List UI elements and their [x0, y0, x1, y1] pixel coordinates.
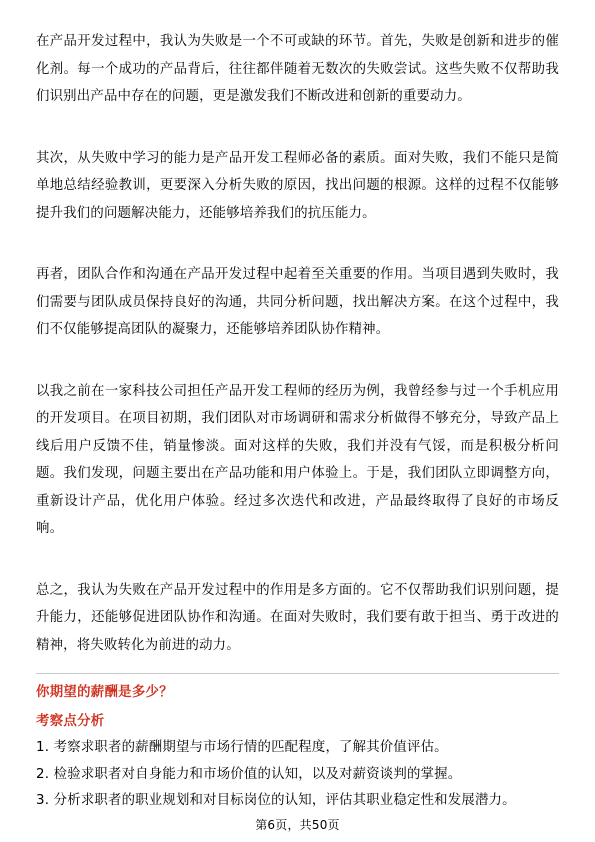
answer-paragraph: 总之，我认为失败在产品开发过程中的作用是多方面的。它不仅帮助我们识别问题，提升能力，还能够促进团队协作和沟通。在面对失败时，我们要有敢于担当、勇于改进的精神，将失败转化为前进的动力。	[36, 582, 559, 653]
page-number: 第6页，共50页	[255, 818, 340, 832]
analysis-item: 2. 检验求职者对自身能力和市场价值的认知，以及对薪资谈判的掌握。	[36, 766, 462, 782]
analysis-heading: 考察点分析	[36, 714, 105, 729]
analysis-list	[36, 735, 559, 815]
section-divider	[36, 673, 559, 674]
answer-paragraph: 在产品开发过程中，我认为失败是一个不可或缺的环节。首先，失败是创新和进步的催化剂。每一个成功的产品背后，往往都伴随着无数次的失败尝试。这些失败不仅帮助我们识别出产品中存在的问题，更是激发我们不断改进和创新的重要动力。	[36, 34, 559, 104]
answer-paragraph: 再者，团队合作和沟通在产品开发过程中起着至关重要的作用。当项目遇到失败时，我们需要与团队成员保持良好的沟通，共同分析问题，找出解决方案。在这个过程中，我们不仅能够提高团队的凝聚力，还能够培养团队协作精神。	[36, 267, 559, 337]
analysis-item: 1. 考察求职者的薪酬期望与市场行情的匹配程度，了解其价值评估。	[36, 740, 448, 755]
answer-body	[36, 28, 559, 693]
answer-paragraph: 以我之前在一家科技公司担任产品开发工程师的经历为例，我曾经参与过一个手机应用的开发项目。在项目初期，我们团队对市场调研和需求分析做得不够充分，导致产品上线后用户反馈不佳，销量惨淡。面对这样的失败，我们并没有气馁，而是积极分析问题。我们发现，问题主要出在产品功能和用户体验上。于是，我们团队立即调整方向，重新设计产品，优化用户体验。经过多次迭代和改进，产品最终取得了良好的市场反响。	[36, 383, 559, 536]
interview-question: 你期望的薪酬是多少？	[36, 685, 173, 700]
analysis-item: 3. 分析求职者的职业规划和对目标岗位的认知，评估其职业稳定性和发展潜力。	[36, 793, 516, 808]
answer-paragraph: 其次，从失败中学习的能力是产品开发工程师必备的素质。面对失败，我们不能只是简单地总结经验教训，更要深入分析失败的原因，找出问题的根源。这样的过程不仅能够提升我们的问题解决能力，还能够培养我们的抗压能力。	[36, 150, 559, 221]
